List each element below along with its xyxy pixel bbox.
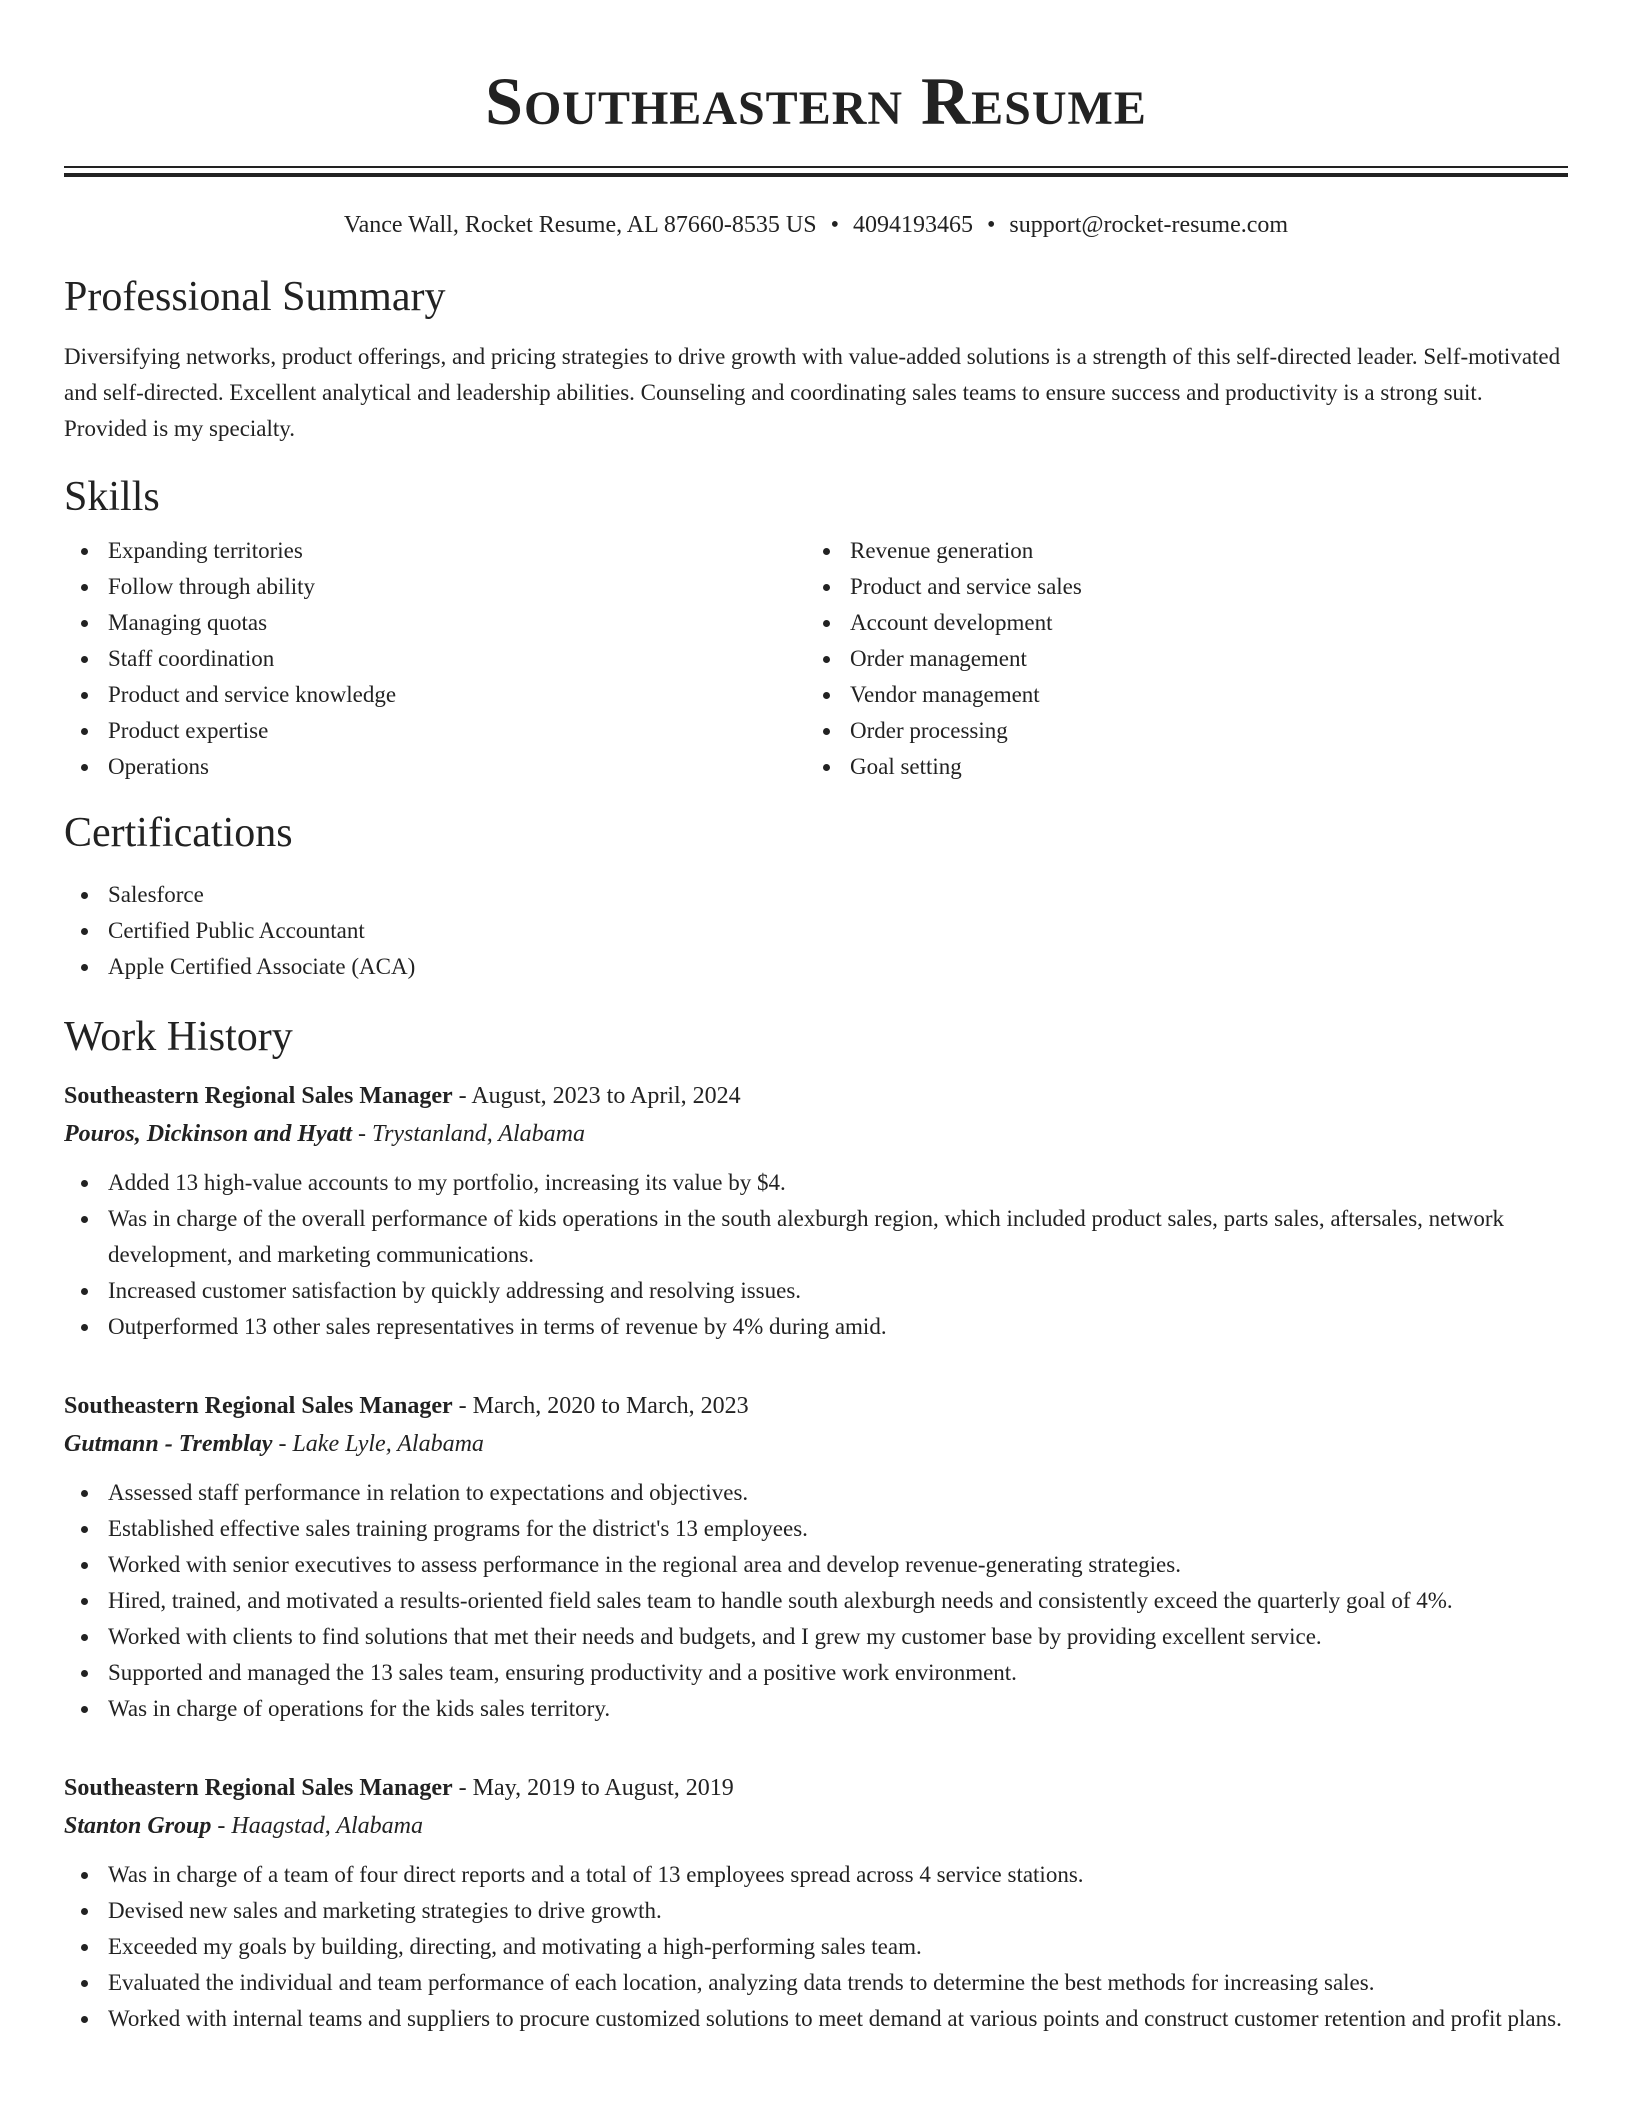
job-bullet: Evaluated the individual and team performance of each location, analyzing data trends to determine the best methods for increasing sales. <box>64 1965 1568 2001</box>
resume-content <box>64 0 1568 2037</box>
certifications-list <box>64 877 1568 985</box>
job-bullet: Increased customer satisfaction by quickly addressing and resolving issues. <box>64 1273 1568 1309</box>
job-location: - Lake Lyle, Alabama <box>272 1431 484 1457</box>
skill-item: Order processing <box>806 713 1548 749</box>
job-bullet: Hired, trained, and motivated a results-oriented field sales team to handle south alexburgh needs and consistently exceed the quarterly goal of 4%. <box>64 1583 1568 1619</box>
contact-separator: • <box>986 212 996 238</box>
skill-item: Order management <box>806 641 1548 677</box>
contact-line <box>64 209 1568 241</box>
job-bullet: Added 13 high-value accounts to my portfolio, increasing its value by $4. <box>64 1165 1568 1201</box>
contact-address: Vance Wall, Rocket Resume, AL 87660-8535 US <box>343 212 817 238</box>
job-bullet: Was in charge of operations for the kids sales territory. <box>64 1691 1568 1727</box>
title-double-rule <box>64 166 1568 177</box>
job-bullet: Was in charge of a team of four direct reports and a total of 13 employees spread across 4 service stations. <box>64 1857 1568 1893</box>
certification-item: Apple Certified Associate (ACA) <box>64 949 1568 985</box>
job-bullet: Worked with clients to find solutions that met their needs and budgets, and I grew my customer base by providing excellent service. <box>64 1619 1568 1655</box>
certification-item: Certified Public Accountant <box>64 913 1568 949</box>
job-bullets <box>64 1857 1568 2037</box>
job-employer <box>64 1115 1568 1153</box>
job-location: - Trystanland, Alabama <box>352 1121 585 1147</box>
summary-heading: Professional Summary <box>64 274 446 320</box>
skills-columns <box>64 533 1568 785</box>
job-dates: - May, 2019 to August, 2019 <box>452 1775 734 1801</box>
skills-list-right <box>806 533 1548 785</box>
skill-item: Product and service sales <box>806 569 1548 605</box>
job-company: Stanton Group <box>64 1813 212 1839</box>
resume-title: Southeastern Resume <box>485 63 1147 139</box>
job-entry <box>64 1387 1568 1727</box>
skill-item: Account development <box>806 605 1548 641</box>
certification-item: Salesforce <box>64 877 1568 913</box>
work-history-heading: Work History <box>64 1014 293 1060</box>
job-bullet: Worked with senior executives to assess performance in the regional area and develop revenue-generating strategies. <box>64 1547 1568 1583</box>
skill-item: Goal setting <box>806 749 1548 785</box>
contact-separator: • <box>830 212 839 238</box>
job-bullet: Devised new sales and marketing strategies to drive growth. <box>64 1893 1568 1929</box>
job-bullet: Worked with internal teams and suppliers to procure customized solutions to meet demand at various points and construct customer retention and profit plans. <box>64 2001 1568 2037</box>
certifications-heading: Certifications <box>64 810 293 856</box>
job-title: Southeastern Regional Sales Manager <box>64 1393 453 1419</box>
job-header <box>64 1769 1568 1807</box>
job-header <box>64 1077 1568 1115</box>
job-entry <box>64 1077 1568 1345</box>
skills-list-left <box>64 533 806 785</box>
job-bullet: Outperformed 13 other sales representatives in terms of revenue by 4% during amid. <box>64 1309 1568 1345</box>
contact-email: support@rocket-resume.com <box>1009 212 1289 238</box>
job-bullets <box>64 1165 1568 1345</box>
skill-item: Staff coordination <box>64 641 806 677</box>
job-dates: - March, 2020 to March, 2023 <box>452 1393 749 1419</box>
job-bullet: Established effective sales training programs for the district's 13 employees. <box>64 1511 1568 1547</box>
job-bullet: Was in charge of the overall performance of kids operations in the south alexburgh region, which included product sales, parts sales, aftersales, network development, and marketing communications. <box>64 1201 1568 1273</box>
skill-item: Expanding territories <box>64 533 806 569</box>
job-title: Southeastern Regional Sales Manager <box>64 1775 453 1801</box>
job-bullet: Assessed staff performance in relation to expectations and objectives. <box>64 1475 1568 1511</box>
job-bullet: Supported and managed the 13 sales team, ensuring productivity and a positive work environment. <box>64 1655 1568 1691</box>
job-company: Gutmann - Tremblay <box>64 1431 273 1457</box>
skill-item: Operations <box>64 749 806 785</box>
job-dates: - August, 2023 to April, 2024 <box>452 1083 741 1109</box>
job-location: - Haagstad, Alabama <box>211 1813 423 1839</box>
skill-item: Product and service knowledge <box>64 677 806 713</box>
job-header <box>64 1387 1568 1425</box>
job-employer <box>64 1425 1568 1463</box>
job-bullet: Exceeded my goals by building, directing, and motivating a high-performing sales team. <box>64 1929 1568 1965</box>
skills-heading: Skills <box>64 474 160 520</box>
skill-item: Vendor management <box>806 677 1548 713</box>
job-company: Pouros, Dickinson and Hyatt <box>64 1121 353 1147</box>
job-bullets <box>64 1475 1568 1727</box>
job-entry <box>64 1769 1568 2037</box>
summary-text: Diversifying networks, product offerings, and pricing strategies to drive growth with value-added solutions is a strength of this self-directed leader. Self-motivated and self-directed. Excellent analytical and leadership abilities. Counseling and coordinating sales teams to ensure success and productivity is a strong suit. Provided is my specialty. <box>64 344 1561 441</box>
job-employer <box>64 1807 1568 1845</box>
skill-item: Follow through ability <box>64 569 806 605</box>
contact-phone: 4094193465 <box>852 212 973 238</box>
skill-item: Product expertise <box>64 713 806 749</box>
job-title: Southeastern Regional Sales Manager <box>64 1083 453 1109</box>
skill-item: Revenue generation <box>806 533 1548 569</box>
skill-item: Managing quotas <box>64 605 806 641</box>
